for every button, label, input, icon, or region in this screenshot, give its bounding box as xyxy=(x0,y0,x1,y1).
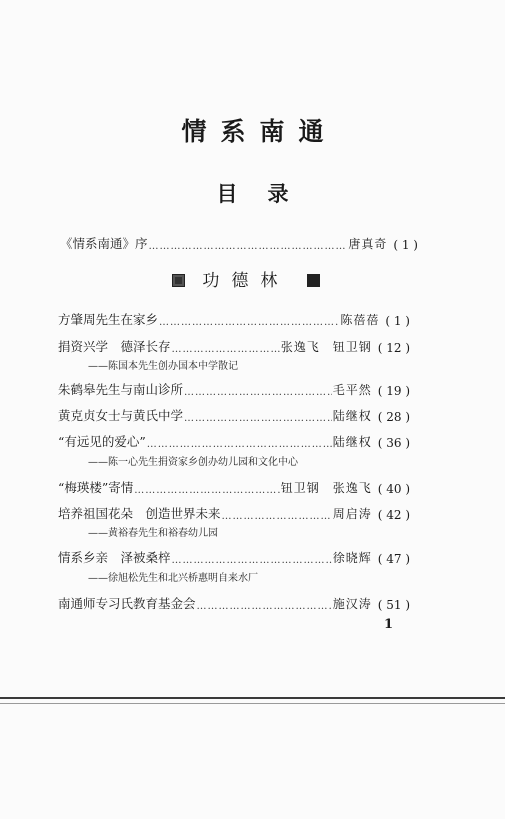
section-heading xyxy=(172,266,320,291)
dot-leader xyxy=(172,344,280,355)
toc-entry-page: ( 28 ) xyxy=(377,410,410,424)
toc-entry-author: 毛平然 xyxy=(332,383,372,397)
toc-entry-title: “有远见的爱心” xyxy=(58,434,146,449)
toc-entry-author: 唐真奇 xyxy=(348,237,388,251)
toc-entry-page: ( 51 ) xyxy=(377,598,410,612)
section-title: 功德林 xyxy=(202,271,290,291)
toc-entry-page: ( 1 ) xyxy=(385,314,410,328)
square-ornament-icon xyxy=(172,274,185,287)
toc-entry xyxy=(58,595,410,612)
toc-entry-page: ( 12 ) xyxy=(377,341,410,355)
toc-entry-page: ( 36 ) xyxy=(377,436,410,450)
toc-entry-title: “梅瑛楼”寄情 xyxy=(58,480,134,495)
toc-entry-title: 《情系南通》序 xyxy=(60,236,148,251)
dot-leader xyxy=(184,413,332,424)
toc-entry-title: 南通师专习氏教育基金会 xyxy=(58,596,196,611)
contents-heading: 目录 xyxy=(216,181,319,206)
toc-entry-author: 张逸飞 钮卫钢 xyxy=(280,340,372,354)
toc-entry-author: 陆继权 xyxy=(332,435,372,449)
toc-entry-title: 捐资兴学 德泽长存 xyxy=(58,339,171,354)
square-ornament-icon xyxy=(307,274,320,287)
toc-entry-subtitle: ——徐旭松先生和北兴桥惠明自来水厂 xyxy=(88,573,258,584)
toc-entry xyxy=(58,549,410,566)
book-title: 情系南通 xyxy=(181,117,338,146)
dot-leader xyxy=(147,439,332,450)
toc-entry-subtitle: ——黄裕春先生和裕春幼儿园 xyxy=(88,528,218,539)
toc-entry-author: 陆继权 xyxy=(332,409,372,423)
toc-entry-page: ( 1 ) xyxy=(393,238,418,252)
dot-leader xyxy=(172,555,332,566)
toc-entry xyxy=(58,381,410,398)
page-number: 1 xyxy=(384,617,394,632)
dot-leader xyxy=(159,317,339,328)
toc-entry-author: 钮卫钢 张逸飞 xyxy=(280,481,372,495)
toc-entry xyxy=(58,505,410,522)
toc-entry xyxy=(58,407,410,424)
toc-entry-author: 陈蓓蓓 xyxy=(340,313,380,327)
toc-entry-title: 方肇周先生在家乡 xyxy=(58,312,159,327)
toc-entry xyxy=(58,479,410,496)
toc-entry xyxy=(58,338,410,355)
dot-leader xyxy=(222,511,332,522)
toc-entry-author: 周启涛 xyxy=(332,507,372,521)
dot-leader xyxy=(149,241,348,252)
toc-entry-page: ( 19 ) xyxy=(377,384,410,398)
toc-entry-author: 徐晓辉 xyxy=(332,551,372,565)
toc-entry-page: ( 42 ) xyxy=(377,508,410,522)
toc-entry xyxy=(58,433,410,450)
toc-entry-title: 黄克贞女士与黄氏中学 xyxy=(58,408,184,423)
toc-entry-page: ( 40 ) xyxy=(377,482,410,496)
toc-entry-subtitle: ——陈国本先生创办国本中学散记 xyxy=(88,361,238,372)
toc-entry-title: 培养祖国花朵 创造世界未来 xyxy=(58,506,221,521)
toc-entry-subtitle: ——陈一心先生捐资家乡创办幼儿园和文化中心 xyxy=(88,457,298,468)
dot-leader xyxy=(184,387,332,398)
toc-entry-author: 施汉涛 xyxy=(332,597,372,611)
footer-rule xyxy=(0,703,505,704)
footer-rule xyxy=(0,697,505,699)
toc-entry-title: 朱鹤皋先生与南山诊所 xyxy=(58,382,184,397)
dot-leader xyxy=(134,485,279,496)
toc-entry xyxy=(58,311,410,328)
dot-leader xyxy=(197,601,332,612)
toc-entry-preface xyxy=(60,235,418,252)
toc-entry-title: 情系乡亲 泽被桑梓 xyxy=(58,550,171,565)
toc-entry-page: ( 47 ) xyxy=(377,552,410,566)
